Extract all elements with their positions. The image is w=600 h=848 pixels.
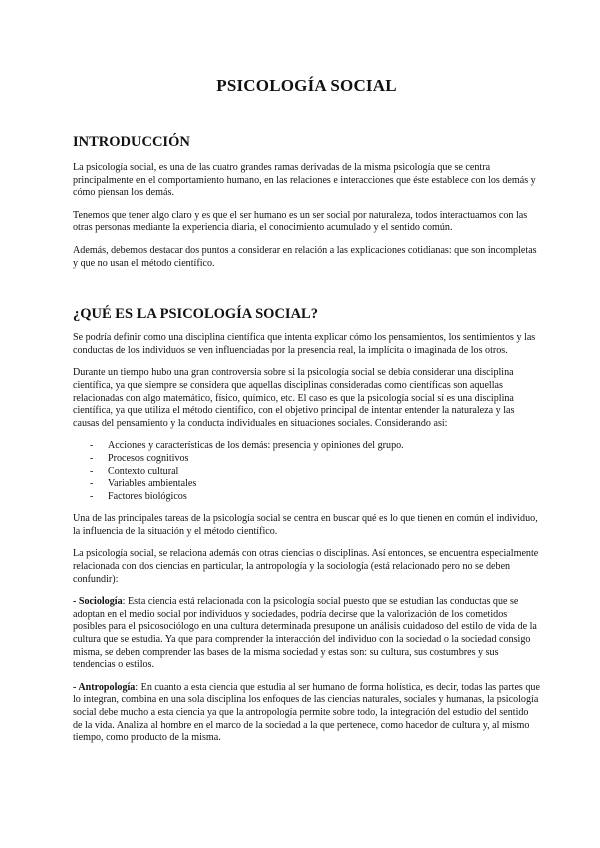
section-heading-que-es: ¿QUÉ ES LA PSICOLOGÍA SOCIAL? xyxy=(73,306,318,323)
dash-marker: - xyxy=(90,452,94,464)
dash-marker: - xyxy=(90,490,94,502)
intro-paragraph-2: Tenemos que tener algo claro y es que el ser humano es un ser social por naturaleza, todos interactuamos con las otras personas mediante la experiencia diaria, el conocimiento acumulado y el sentido común. xyxy=(73,209,528,234)
que-paragraph-2: Durante un tiempo hubo una gran controversia sobre si la psicología social se debía considerar una disciplina científica, ya que siempre se considera que aquellas disciplinas consideradas como científicas son aquellas relacionadas con algo matemático, físico, químico, etc. El caso es que la psicología social sí es una disciplina científica, ya que utiliza el método científico, con el objetivo principal de intentar entender la naturaleza y las causas del pensamiento y la conducta individuales en situaciones sociales. Considerando así: xyxy=(73,367,515,429)
list-item: - Contexto cultural xyxy=(90,465,179,477)
sociologia-label: - Sociología xyxy=(73,596,123,608)
list-item: - Variables ambientales xyxy=(90,478,197,490)
dash-marker: - xyxy=(90,440,94,452)
intro-paragraph-1: La psicología social, es una de las cuatro grandes ramas derivadas de la misma psicología que se centra principalmente en el comportamiento humano, en las relaciones e interacciones que éste establece con los demás y cómo piensan los demás. xyxy=(73,162,536,199)
factors-list xyxy=(73,440,540,503)
que-paragraph-1: Se podría definir como una disciplina científica que intenta explicar cómo los pensamientos, los sentimientos y las conductas de los individuos se ven influenciadas por la presencia real, la implícita o imaginada de los otros. xyxy=(73,332,536,356)
sociologia-text: : Esta ciencia está relacionada con la psicología social puesto que se estudian las conductas que se adoptan en el medio social por individuos y sociedades, podría decirse que la valorización de los cometidos posibles para el psicosociólogo en una cultura determinada presupone un análisis cuidadoso del estilo de vida de la cultura que se estudia. Ya que para comprender la interacción del individuo con la sociedad o la sociedad consigo misma, se deben comprender las bases de la misma sociedad y estas son: su cultura, sus costumbres y sus tendencias o estilos. xyxy=(73,596,537,671)
list-item: - Procesos cognitivos xyxy=(90,452,189,464)
que-paragraph-3: Una de las principales tareas de la psicología social se centra en buscar qué es lo que tienen en común el individuo, la influencia de la situación y el método científico. xyxy=(73,513,538,537)
antropologia-label: - Antropología xyxy=(73,681,136,693)
antropologia-text: : En cuanto a esta ciencia que estudia al ser humano de forma holística, es decir, todas las partes que lo integran, combina en una sola disciplina los enfoques de las ciencias naturales, sociales y humanas, la psicología social debe mucho a esta ciencia ya que la antropología permite sobre todo, la integración del estudio del sentido de la vida. Analiza al hombre en el marco de la sociedad a la que pertenece, como hacedor de cultura y, al mismo tiempo, como producto de la misma. xyxy=(73,681,540,744)
dash-marker: - xyxy=(90,478,94,490)
list-item: - Acciones y características de los demás: presencia y opiniones del grupo. xyxy=(90,440,404,452)
dash-marker: - xyxy=(90,465,94,477)
section-heading-introduccion: INTRODUCCIÓN xyxy=(73,134,190,150)
sociologia-paragraph xyxy=(73,596,540,672)
antropologia-paragraph xyxy=(73,682,540,745)
page-title: PSICOLOGÍA SOCIAL xyxy=(216,76,397,95)
que-paragraph-4: La psicología social, se relaciona además con otras ciencias o disciplinas. Así entonces, se encuentra especialmente relacionada con dos ciencias en particular, la antropología y la sociología (está relacionado pero no se deben confundir): xyxy=(73,548,539,585)
list-item: - Factores biológicos xyxy=(90,490,187,502)
intro-paragraph-3: Además, debemos destacar dos puntos a considerar en relación a las explicaciones cotidianas: que son incompletas y que no usan el método científico. xyxy=(73,244,537,269)
